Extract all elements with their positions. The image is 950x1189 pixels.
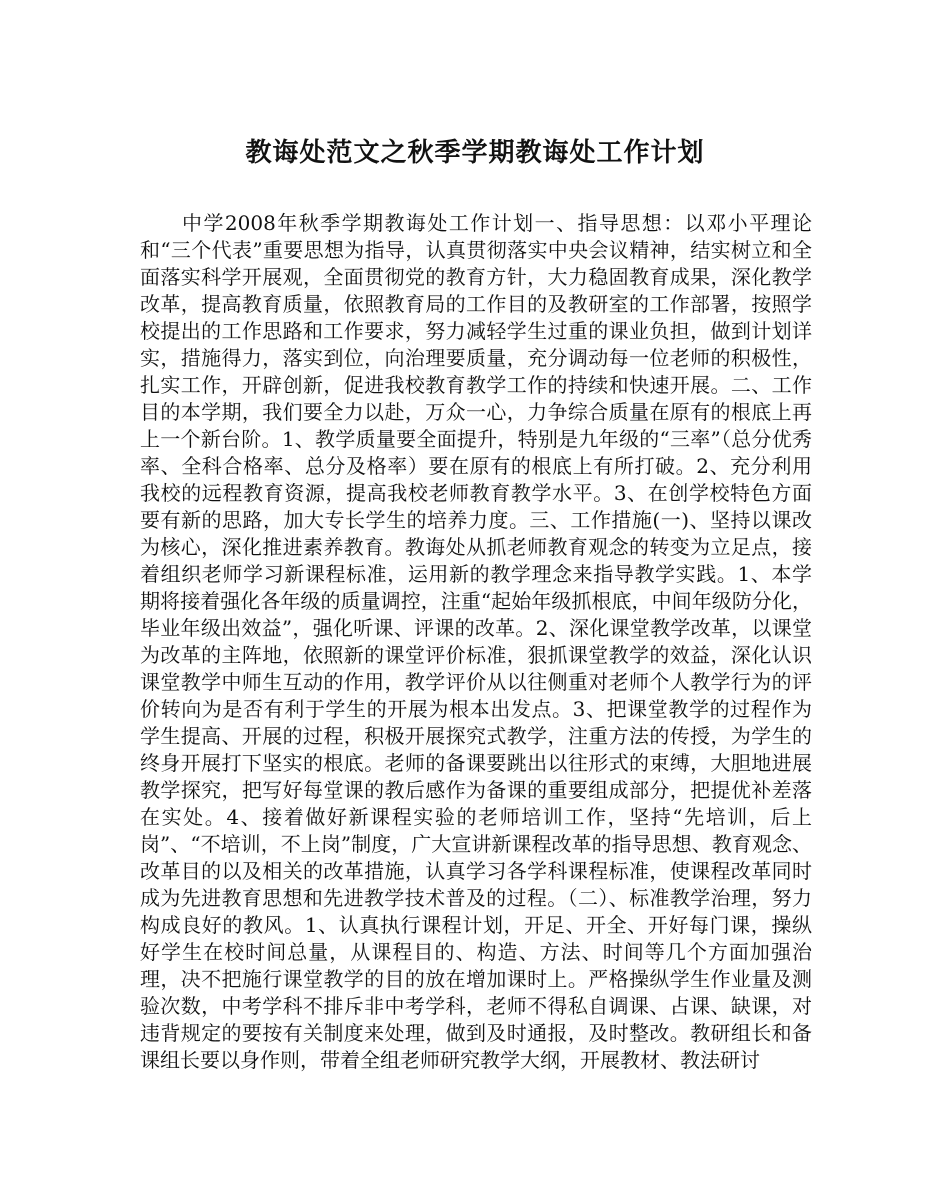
document-title: 教诲处范文之秋季学期教诲处工作计划 <box>245 138 705 168</box>
document-body: 中学2008年秋季学期教诲处工作计划一、指导思想：以邓小平理论和“三个代表”重要思想为指导，认真贯彻落实中央会议精神，结实树立和全面落实科学开展观，全面贯彻党的教育方针，大力稳固教育成果，深化教学改革，提高教育质量，依照教育局的工作目的及教研室的工作部署，按照学校提出的工作思路和工作要求，努力减轻学生过重的课业负担，做到计划详实，措施得力，落实到位，向治理要质量，充分调动每一位老师的积极性，扎实工作，开辟创新，促进我校教育教学工作的持续和快速开展。二、工作目的本学期，我们要全力以赴，万众一心，力争综合质量在原有的根底上再上一个新台阶。1、教学质量要全面提升，特别是九年级的“三率”（总分优秀率、全科合格率、总分及格率）要在原有的根底上有所打破。2、充分利用我校的远程教育资源，提高我校老师教育教学水平。3、在创学校特色方面要有新的思路，加大专长学生的培养力度。三、工作措施(一)、坚持以课改为核心，深化推进素养教育。教诲处从抓老师教育观念的转变为立足点，接着组织老师学习新课程标准，运用新的教学理念来指导教学实践。1、本学期将接着强化各年级的质量调控，注重“起始年级抓根底，中间年级防分化，毕业年级出效益”，强化听课、评课的改革。2、深化课堂教学改革，以课堂为改革的主阵地，依照新的课堂评价标准，狠抓课堂教学的效益，深化认识课堂教学中师生互动的作用，教学评价从以往侧重对老师个人教学行为的评价转向为是否有利于学生的开展为根本出发点。3、把课堂教学的过程作为学生提高、开展的过程，积极开展探究式教学，注重方法的传授，为学生的终身开展打下坚实的根底。老师的备课要跳出以往形式的束缚，大胆地进展教学探究，把写好每堂课的教后感作为备课的重要组成部分，把提优补差落在实处。4、接着做好新课程实验的老师培训工作，坚持“先培训，后上岗”、“不培训，不上岗”制度，广大宣讲新课程改革的指导思想、教育观念、改革目的以及相关的改革措施，认真学习各学科课程标准，使课程改革同时成为先进教育思想和先进教学技术普及的过程。（二）、标准教学治理，努力构成良好的教风。1、认真执行课程计划，开足、开全、开好每门课，操纵好学生在校时间总量，从课程目的、构造、方法、时间等几个方面加强治理，决不把施行课堂教学的目的放在增加课时上。严格操纵学生作业量及测验次数，中考学科不排斥非中考学科，老师不得私自调课、占课、缺课，对违背规定的要按有关制度来处理，做到及时通报，及时整改。教研组长和备课组长要以身作则，带着全组老师研究教学大纲，开展教材、教法研讨 <box>140 211 812 1072</box>
